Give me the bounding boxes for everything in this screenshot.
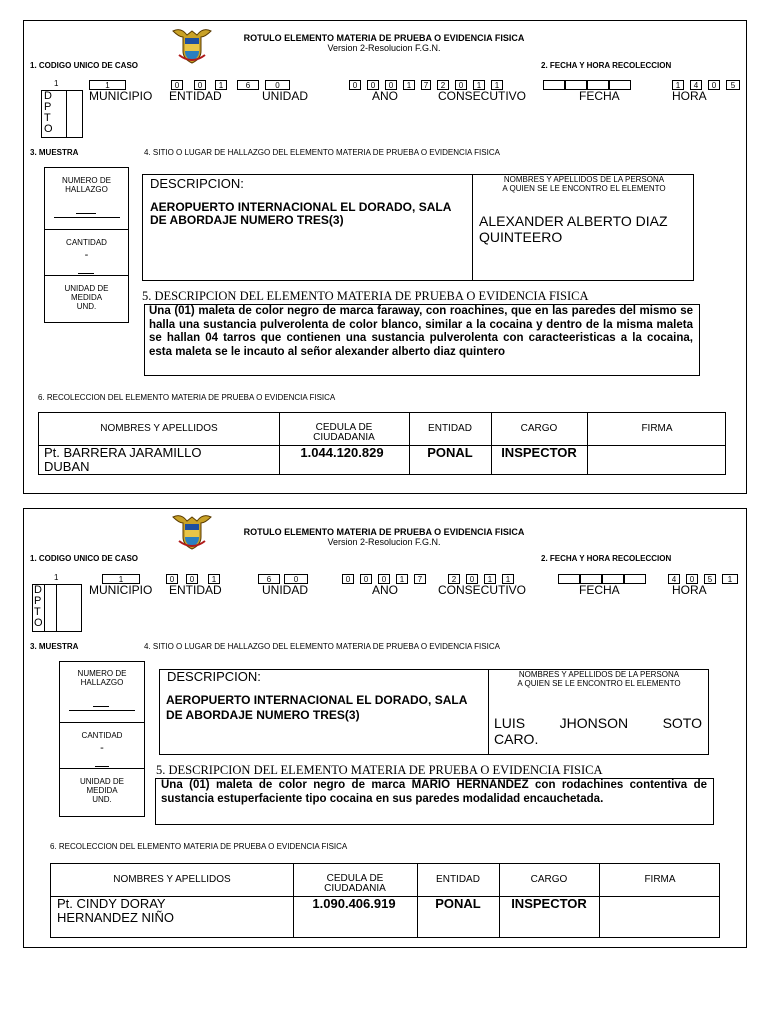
col-entidad: ENTIDAD [436,874,480,885]
col-cargo: CARGO [520,423,558,434]
recolector-cedula: 1.090.406.919 [312,896,396,911]
numero-hallazgo-short-line [93,706,109,707]
unidad-digit-1[interactable]: 6 [258,574,280,584]
unidad-medida-label: UNIDAD DE MEDIDA UND. [79,777,124,804]
entidad-digit-2[interactable]: 0 [194,80,206,90]
hora-digit-3[interactable]: 5 [704,574,716,584]
hora-digit-1[interactable]: 1 [672,80,684,90]
unidad-medida-label: UNIDAD DE MEDIDA UND. [64,284,109,311]
fecha-digit-1[interactable] [543,80,565,90]
consecutivo-digit-3[interactable]: 1 [484,574,496,584]
sitio-label: 4. SITIO O LUGAR DE HALLAZGO DEL ELEMENTO MATERIA DE PRUEBA O EVIDENCIA FISICA [144,642,500,651]
municipio-label: MUNICIPIO [89,89,153,103]
descripcion-label: DESCRIPCION: [167,669,261,684]
desc-elemento-text: Una (01) maleta de color negro de marca faraway, con roachines, que en las paredes del mismo se halla una sustancia pulverolenta de color blanco, similar a la cocaina y dentro de la misma maleta se hallan 04 tarros que contienen una sustancia pulverolenta con caracteeristicas a la cocaina, esta maleta se le incauto al señor alexander alberto diaz quintero [149,305,693,358]
muestra-label: 3. MUESTRA [30,148,79,157]
fecha-digit-1[interactable] [558,574,580,584]
muestra-divider-1 [59,722,145,723]
unidad-label: UNIDAD [262,89,309,103]
col-cedula: CEDULA DE CIUDADANIA [324,873,386,894]
lugar-text: AEROPUERTO INTERNACIONAL EL DORADO, SALA DE ABORDAJE NUMERO TRES(3) [150,200,451,227]
hora-digit-4[interactable]: 1 [722,574,738,584]
nombres-persona-label: NOMBRES Y APELLIDOS DE LA PERSONA A QUIEN SE LE ENCONTRO EL ELEMENTO [502,175,666,193]
evidence-label-form-1 [23,20,747,494]
numero-hallazgo-line [69,710,135,711]
form-version: Version 2-Resolucion F.G.N. [327,43,441,53]
nombres-persona-label: NOMBRES Y APELLIDOS DE LA PERSONA A QUIEN SE LE ENCONTRO EL ELEMENTO [517,670,681,688]
hora-digit-4[interactable]: 5 [726,80,740,90]
consecutivo-digit-1[interactable]: 2 [437,80,449,90]
unidad-digit-1[interactable]: 6 [237,80,259,90]
fecha-hora-label: 2. FECHA Y HORA RECOLECCION [541,61,672,70]
fecha-hora-label: 2. FECHA Y HORA RECOLECCION [541,554,672,563]
desc-elemento-label: 5. DESCRIPCION DEL ELEMENTO MATERIA DE PRUEBA O EVIDENCIA FISICA [156,763,603,777]
recolector-cedula: 1.044.120.829 [300,445,384,460]
col-nombres: NOMBRES Y APELLIDOS [113,874,231,885]
dpto-digit: 1 [54,573,59,582]
cantidad-line [95,766,109,767]
consecutivo-label: CONSECUTIVO [438,89,527,103]
persona-name: ALEXANDER ALBERTO DIAZ QUINTEERO [479,213,668,245]
hora-digit-2[interactable]: 0 [686,574,698,584]
hora-label: HORA [672,89,707,103]
recoleccion-table [50,863,720,938]
entidad-label: ENTIDAD [169,583,222,597]
recolector-nombre: Pt. CINDY DORAY HERNANDEZ NIÑO [57,896,175,925]
ano-digit-1[interactable]: 0 [349,80,361,90]
hora-digit-1[interactable]: 4 [668,574,680,584]
recolector-cargo: INSPECTOR [511,896,587,911]
ano-digit-4[interactable]: 1 [403,80,415,90]
ano-label: ANO [372,89,399,103]
col-entidad: ENTIDAD [428,423,472,434]
dpto-divider [44,584,45,632]
hora-digit-2[interactable]: 4 [690,80,702,90]
numero-hallazgo-label: NUMERO DE HALLAZGO [62,176,111,194]
ano-digit-5[interactable]: 7 [414,574,426,584]
muestra-label: 3. MUESTRA [30,642,79,651]
form-title: ROTULO ELEMENTO MATERIA DE PRUEBA O EVIDENCIA FISICA [243,527,525,537]
fecha-digit-4[interactable] [624,574,646,584]
fecha-label: FECHA [579,89,620,103]
ano-digit-1[interactable]: 0 [342,574,354,584]
descripcion-label: DESCRIPCION: [150,176,244,191]
consecutivo-digit-3[interactable]: 1 [473,80,485,90]
hora-label: HORA [672,583,707,597]
cantidad-value: - [84,249,89,261]
codigo-label: 1. CODIGO UNICO DE CASO [30,554,139,563]
ano-digit-3[interactable]: 0 [385,80,397,90]
col-firma: FIRMA [644,874,676,885]
dpto-digit: 1 [54,79,59,88]
recolector-entidad: PONAL [435,896,481,911]
consecutivo-digit-1[interactable]: 2 [448,574,460,584]
recolector-entidad: PONAL [427,445,473,460]
muestra-divider-1 [44,229,129,230]
recolector-cargo: INSPECTOR [501,445,577,460]
lugar-divider [472,174,473,281]
ano-digit-4[interactable]: 1 [396,574,408,584]
recolector-firma[interactable] [589,446,725,474]
municipio-digit-1[interactable]: 1 [102,574,140,584]
ano-digit-3[interactable]: 0 [378,574,390,584]
recoleccion-label: 6. RECOLECCION DEL ELEMENTO MATERIA DE PRUEBA O EVIDENCIA FISICA [50,842,348,851]
numero-hallazgo-short-line [76,213,96,214]
numero-hallazgo-line [54,217,120,218]
form-version: Version 2-Resolucion F.G.N. [327,537,441,547]
ano-digit-2[interactable]: 0 [367,80,379,90]
col-firma: FIRMA [641,423,673,434]
col-nombres: NOMBRES Y APELLIDOS [100,423,218,434]
unidad-digit-2[interactable]: 0 [284,574,308,584]
ano-label: ANO [372,583,399,597]
desc-elemento-label: 5. DESCRIPCION DEL ELEMENTO MATERIA DE PRUEBA O EVIDENCIA FISICA [142,289,589,303]
dpto-divider [66,90,67,138]
lugar-divider [488,669,489,755]
entidad-digit-1[interactable]: 0 [166,574,178,584]
codigo-label: 1. CODIGO UNICO DE CASO [30,61,139,70]
col-cedula: CEDULA DE CIUDADANIA [313,422,375,443]
cantidad-label: CANTIDAD [66,238,107,247]
unidad-label: UNIDAD [262,583,309,597]
cantidad-label: CANTIDAD [81,731,123,740]
entidad-digit-3[interactable]: 1 [208,574,220,584]
municipio-digit-1[interactable]: 1 [89,80,126,90]
unidad-digit-2[interactable]: 0 [265,80,290,90]
persona-name: LUIS JHONSON SOTO CARO. [494,715,702,747]
consecutivo-label: CONSECUTIVO [438,583,527,597]
dpto-letters: D P T O [44,90,53,135]
hora-digit-3[interactable]: 0 [708,80,720,90]
fecha-label: FECHA [579,583,620,597]
recoleccion-table [38,412,726,475]
entidad-digit-3[interactable]: 1 [215,80,227,90]
consecutivo-digit-4[interactable]: 1 [502,574,514,584]
numero-hallazgo-label: NUMERO DE HALLAZGO [77,669,127,687]
consecutivo-digit-4[interactable]: 1 [491,80,503,90]
entidad-digit-1[interactable]: 0 [171,80,183,90]
consecutivo-digit-2[interactable]: 0 [466,574,478,584]
form-title: ROTULO ELEMENTO MATERIA DE PRUEBA O EVIDENCIA FISICA [243,33,525,43]
cantidad-value: - [100,742,104,754]
muestra-divider-2 [44,275,129,276]
entidad-digit-2[interactable]: 0 [186,574,198,584]
municipio-label: MUNICIPIO [89,583,153,597]
sitio-label: 4. SITIO O LUGAR DE HALLAZGO DEL ELEMENTO MATERIA DE PRUEBA O EVIDENCIA FISICA [144,148,500,157]
entidad-label: ENTIDAD [169,89,222,103]
dpto-letters: D P T O [34,584,43,629]
recoleccion-label: 6. RECOLECCION DEL ELEMENTO MATERIA DE PRUEBA O EVIDENCIA FISICA [38,393,336,402]
dpto-divider-2 [56,584,57,632]
muestra-divider-2 [59,768,145,769]
evidence-label-form-2 [23,508,747,948]
col-cargo: CARGO [530,874,568,885]
consecutivo-digit-2[interactable]: 0 [455,80,467,90]
ano-digit-5[interactable]: 7 [421,80,431,90]
desc-elemento-text: Una (01) maleta de color negro de marca MARIO HERNANDEZ con rodachines contentiva de sustancia estuperfaciente tipo cocaina en sus paredes modalidad encauchetada. [161,779,707,805]
ano-digit-2[interactable]: 0 [360,574,372,584]
lugar-text: AEROPUERTO INTERNACIONAL EL DORADO, SALA DE ABORDAJE NUMERO TRES(3) [166,693,467,722]
recolector-firma[interactable] [601,897,719,937]
cantidad-line [78,273,94,274]
recolector-nombre: Pt. BARRERA JARAMILLO DUBAN [44,445,202,474]
